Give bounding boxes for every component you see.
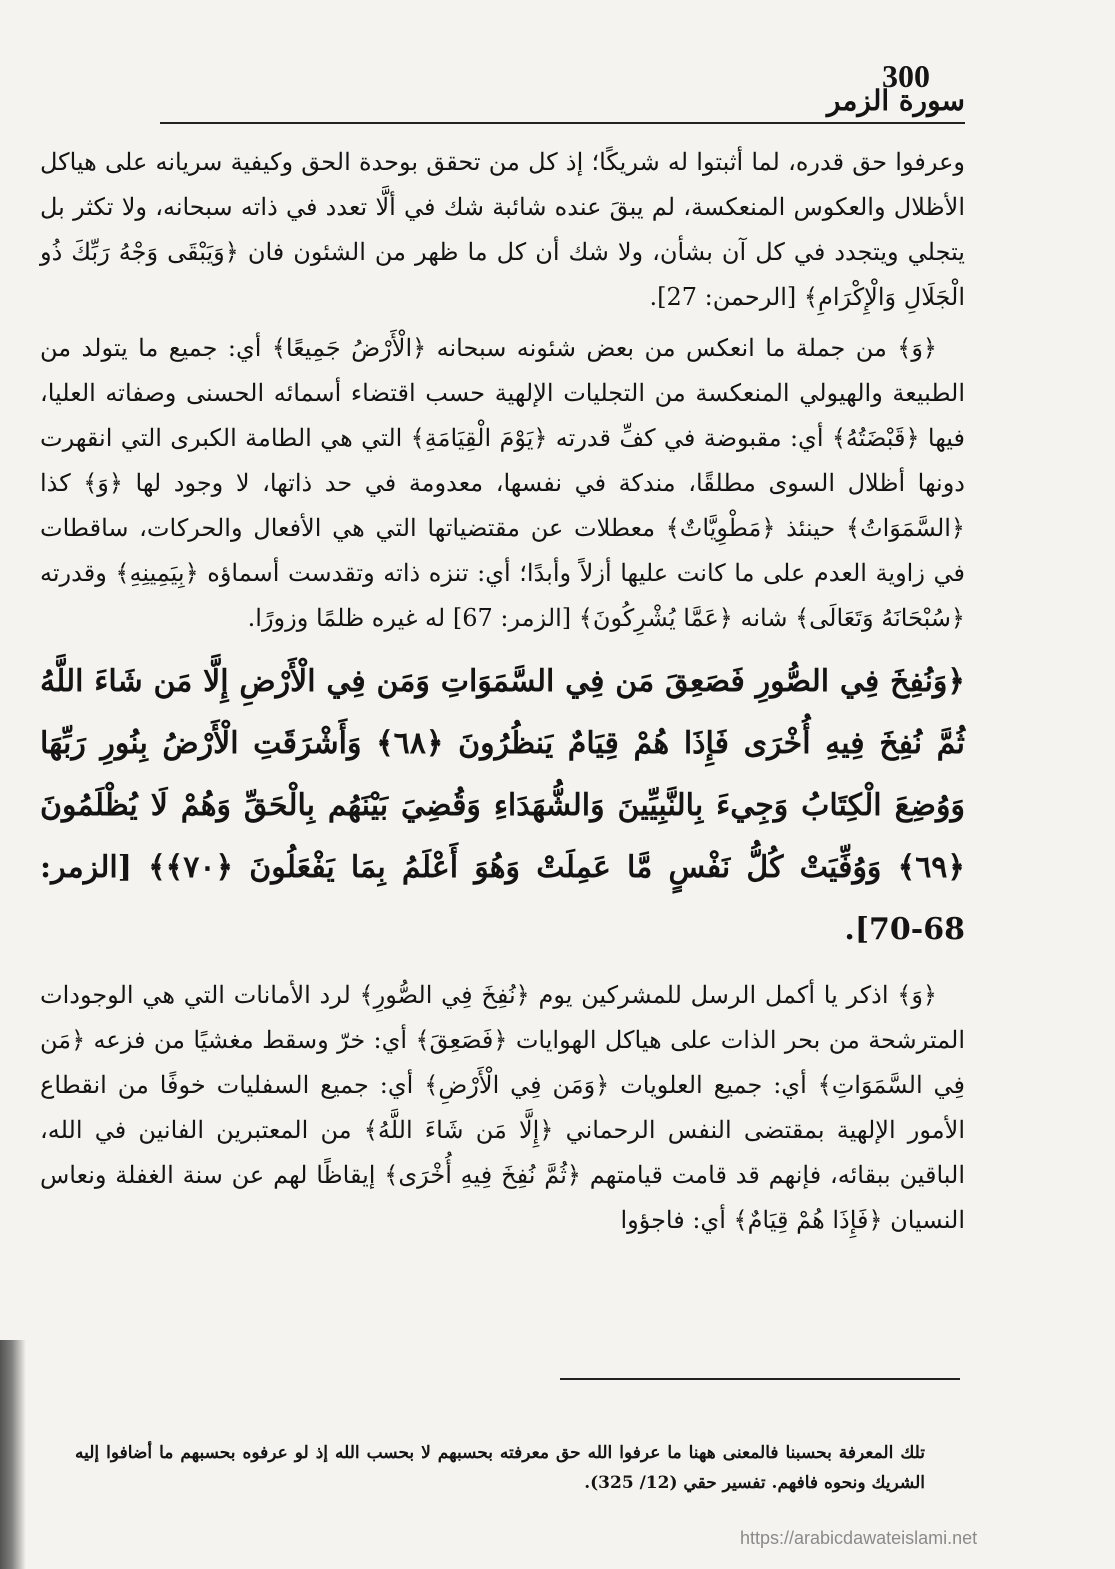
scan-edge-shadow [0,1340,26,1569]
page-number: 300 [882,58,930,94]
paragraph-2: ﴿وَ﴾ من جملة ما انعكس من بعض شئونه سبحانه ﴿الْأَرْضُ جَمِيعًا﴾ أي: جميع ما يتولد من الطبيعة والهيولي المنعكسة من التجليات الإلهية حسب اقتضاء أسمائه الحسنى وصفاته العليا، فيها ﴿قَبْضَتُهُ﴾ أي: مقبوضة في كفِّ قدرته ﴿يَوْمَ الْقِيَامَةِ﴾ التي هي الطامة الكبرى التي انقهرت دونها أظلال السوى مطلقًا، مندكة في نفسها، معدومة في حد ذاتها، لا وجود لها ﴿وَ﴾ كذا ﴿السَّمَوَاتُ﴾ حينئذ ﴿مَطْوِيَّاتٌ﴾ معطلات عن مقتضياتها التي هي الأفعال والحركات، ساقطات في زاوية العدم على ما كانت عليها أزلاً وأبدًا؛ أي: تنزه ذاته وتقدست أسماؤه ﴿بِيَمِينِهِ﴾ وقدرته ﴿سُبْحَانَهُ وَتَعَالَى﴾ شانه ﴿عَمَّا يُشْرِكُونَ﴾ [الزمر: 67] له غيره ظلمًا وزورًا. [40,334,965,632]
header-divider [160,122,965,124]
quran-verses-block: ﴿وَنُفِخَ فِي الصُّورِ فَصَعِقَ مَن فِي السَّمَوَاتِ وَمَن فِي الْأَرْضِ إِلَّا مَن شَاءَ اللَّهُ ثُمَّ نُفِخَ فِيهِ أُخْرَى فَإِذَا هُمْ قِيَامٌ يَنظُرُونَ ﴿٦٨﴾ وَأَشْرَقَتِ الْأَرْضُ بِنُورِ رَبِّهَا وَوُضِعَ الْكِتَابُ وَجِيءَ بِالنَّبِيِّينَ وَالشُّهَدَاءِ وَقُضِيَ بَيْنَهُم بِالْحَقِّ وَهُمْ لَا يُظْلَمُونَ ﴿٦٩﴾ وَوُفِّيَتْ كُلُّ نَفْسٍ مَّا عَمِلَتْ وَهُوَ أَعْلَمُ بِمَا يَفْعَلُونَ ﴿٧٠﴾﴾ [الزمر: 68-70]. [40,664,965,947]
watermark-url: https://arabicdawateislami.net [740,1528,978,1548]
paragraph-1: وعرفوا حق قدره، لما أثبتوا له شريكًا؛ إذ كل من تحقق بوحدة الحق وكيفية سريانه على هياكل الأظلال والعكوس المنعكسة، لم يبقَ عنده شائبة شك في ألَّا تعدد في ذاته سبحانه، ولا تكثر بل يتجلي ويتجدد في كل آن بشأن، ولا شك أن كل ما ظهر من الشئون فان ﴿وَيَبْقَى وَجْهُ رَبِّكَ ذُو الْجَلَالِ وَالْإِكْرَامِ﴾ [الرحمن: 27]. [40,148,965,311]
footnote: تلك المعرفة بحسبنا فالمعنى ههنا ما عرفوا الله حق معرفته بحسبهم لا بحسب الله إذ لو عرفوه بحسبهم ما أضافوا إليه الشريك ونحوه فافهم. تفسير حقي (12/ 325). [75,1443,925,1493]
commentary-paragraph: ﴿وَ﴾ اذكر يا أكمل الرسل للمشركين يوم ﴿نُفِخَ فِي الصُّورِ﴾ لرد الأمانات التي هي الوجودات المترشحة من بحر الذات على هياكل الهوايات ﴿فَصَعِقَ﴾ أي: خرّ وسقط مغشيًا من فزعه ﴿مَن فِي السَّمَوَاتِ﴾ أي: جميع العلويات ﴿وَمَن فِي الْأَرْضِ﴾ أي: جميع السفليات خوفًا من انقطاع الأمور الإلهية بمقتضى النفس الرحماني ﴿إِلَّا مَن شَاءَ اللَّهُ﴾ من المعتبرين الفانين في الله، الباقين ببقائه، فإنهم قد قامت قيامتهم ﴿ثُمَّ نُفِخَ فِيهِ أُخْرَى﴾ إيقاظًا لهم عن سنة الغفلة ونعاس النسيان ﴿فَإِذَا هُمْ قِيَامٌ﴾ أي: فاجؤوا [40,981,966,1234]
surah-title: سورة الزمر [826,84,965,117]
main-text [40,140,965,1243]
footnote-divider [560,1378,960,1380]
